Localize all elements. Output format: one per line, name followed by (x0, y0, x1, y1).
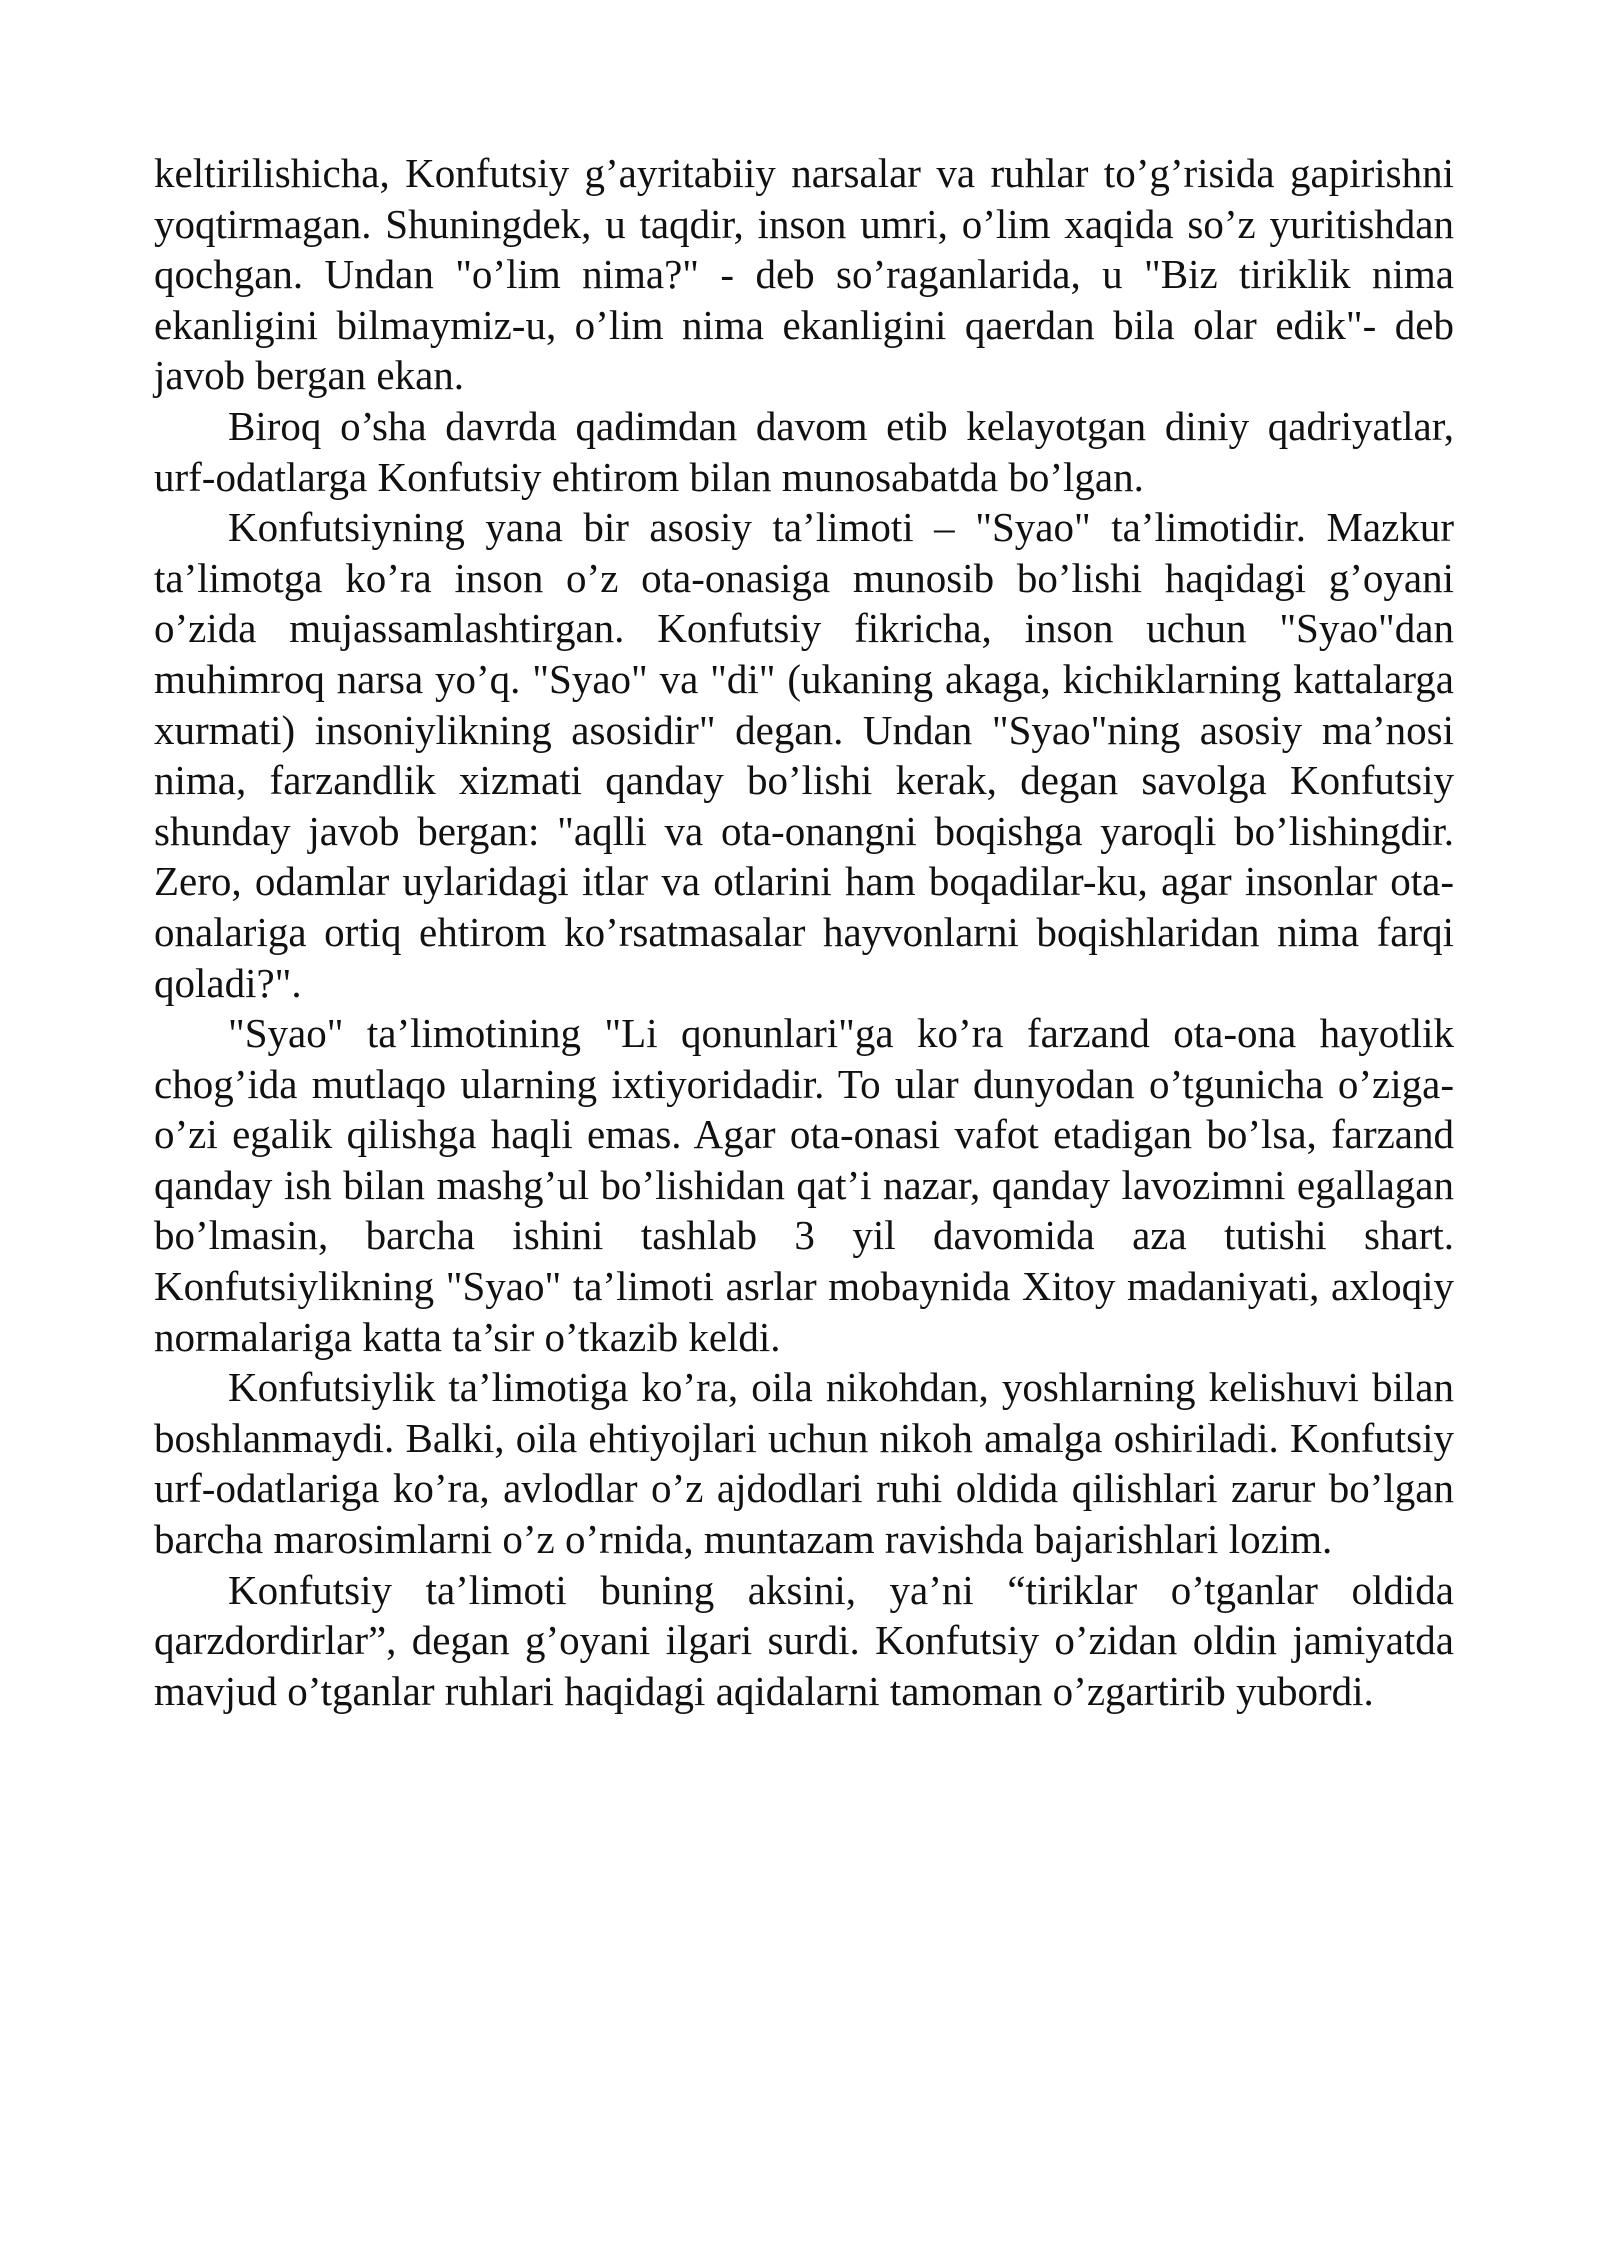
paragraph-6: Konfutsiy ta’limoti buning aksini, ya’ni “tiriklar o’tganlar oldida qarzdordirlar”, degan g’oyani ilgari surdi. Konfutsiy o’zidan oldin jamiyatda mavjud o’tganlar ruhlari haqidagi aqidalarni tamoman o’zgartirib yubordi. (154, 1566, 1454, 1714)
paragraph-2: Biroq o’sha davrda qadimdan davom etib kelayotgan diniy qadriyatlar, urf-odatlarga Konfutsiy ehtirom bilan munosabatda bo’lgan. (154, 402, 1454, 500)
paragraph-3: Konfutsiyning yana bir asosiy ta’limoti – "Syao" ta’limotidir. Mazkur ta’limotga ko’ra inson o’z ota-onasiga munosib bo’lishi haqidagi g’oyani o’zida mujassamlashtirgan. Konfutsiy fikricha, inson uchun "Syao"dan muhimroq narsa yo’q. "Syao" va "di" (ukaning akaga, kichiklarning kattalarga xurmati) insoniylikning asosidir" degan. Undan "Syao"ning asosiy ma’nosi nima, farzandlik xizmati qanday bo’lishi kerak, degan savolga Konfutsiy shunday javob bergan: "aqlli va ota-onangni boqishga yaroqli bo’lishingdir. Zero, odamlar uylaridagi itlar va otlarini ham boqadilar-ku, agar insonlar ota-onalariga ortiq ehtirom ko’rsatmasalar hayvonlarni boqishlaridan nima farqi qoladi?". (154, 504, 1454, 1006)
paragraph-4: "Syao" ta’limotining "Li qonunlari"ga ko’ra farzand ota-ona hayotlik chog’ida mutlaqo ularning ixtiyoridadir. To ular dunyodan o’tgunicha o’ziga-o’zi egalik qilishga haqli emas. Agar ota-onasi vafot etadigan bo’lsa, farzand qanday ish bilan mashg’ul bo’lishidan qat’i nazar, qanday lavozimni egallagan bo’lmasin, barcha ishini tashlab 3 yil davomida aza tutishi shart. Konfutsiylikning "Syao" ta’limoti asrlar mobaynida Xitoy madaniyati, axloqiy normalariga katta ta’sir o’tkazib keldi. (154, 1010, 1454, 1360)
document-page (154, 148, 1454, 1716)
paragraph-1: keltirilishicha, Konfutsiy g’ayritabiiy narsalar va ruhlar to’g’risida gapirishni yoqtirmagan. Shuningdek, u taqdir, inson umri, o’lim xaqida so’z yuritishdan qochgan. Undan "o’lim nima?" - deb so’raganlarida, u "Biz tiriklik nima ekanligini bilmaymiz-u, o’lim nima ekanligini qaerdan bila olar edik"- deb javob bergan ekan. (154, 150, 1454, 399)
paragraph-5: Konfutsiylik ta’limotiga ko’ra, oila nikohdan, yoshlarning kelishuvi bilan boshlanmaydi. Balki, oila ehtiyojlari uchun nikoh amalga oshiriladi. Konfutsiy urf-odatlariga ko’ra, avlodlar o’z ajdodlari ruhi oldida qilishlari zarur bo’lgan barcha marosimlarni o’z o’rnida, muntazam ravishda bajarishlari lozim. (154, 1364, 1454, 1563)
